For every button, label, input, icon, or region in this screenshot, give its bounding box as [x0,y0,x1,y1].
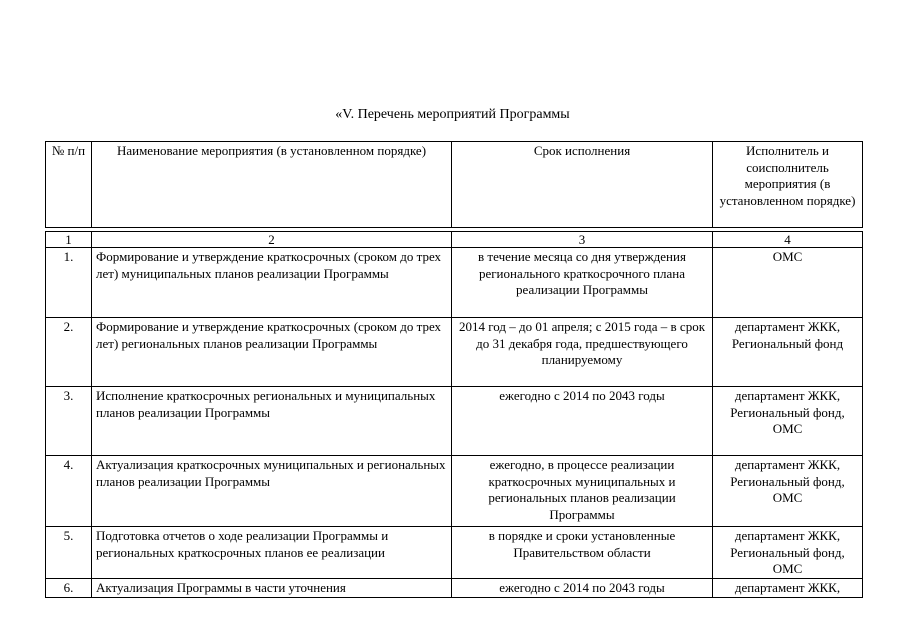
column-number: 4 [713,232,863,248]
event-executor: департамент ЖКК, Региональный фонд [713,318,863,387]
column-number: 1 [46,232,92,248]
header-term: Срок исполнения [452,142,713,228]
event-term: ежегодно с 2014 по 2043 годы [452,387,713,456]
event-term: в порядке и сроки установленные Правительством области [452,527,713,579]
events-table-body [45,231,863,598]
table-row [46,456,863,527]
table-row [46,387,863,456]
table-row [46,318,863,387]
event-name: Актуализация Программы в части уточнения [92,579,452,598]
event-name: Актуализация краткосрочных муниципальных и региональных планов реализации Программы [92,456,452,527]
events-table [45,141,863,228]
event-term: 2014 год – до 01 апреля; с 2015 года – в срок до 31 декабря года, предшествующего планируемому [452,318,713,387]
event-executor: департамент ЖКК, [713,579,863,598]
column-number: 3 [452,232,713,248]
document-title: «V. Перечень мероприятий Программы [335,107,570,122]
column-number: 2 [92,232,452,248]
row-number: 5. [46,527,92,579]
row-number: 1. [46,248,92,318]
row-number: 3. [46,387,92,456]
event-name: Формирование и утверждение краткосрочных (сроком до трех лет) региональных планов реализации Программы [92,318,452,387]
event-name: Исполнение краткосрочных региональных и муниципальных планов реализации Программы [92,387,452,456]
header-executor: Исполнитель и соисполнитель мероприятия (в установленном порядке) [713,142,863,228]
event-term: в течение месяца со дня утверждения регионального краткосрочного плана реализации Программы [452,248,713,318]
table-row [46,248,863,318]
column-number-row [46,232,863,248]
row-number: 6. [46,579,92,598]
event-term: ежегодно с 2014 по 2043 годы [452,579,713,598]
event-executor: ОМС [713,248,863,318]
header-event-name: Наименование мероприятия (в установленном порядке) [92,142,452,228]
table-header-row [46,142,863,228]
row-number: 2. [46,318,92,387]
event-executor: департамент ЖКК, Региональный фонд, ОМС [713,387,863,456]
row-number: 4. [46,456,92,527]
event-executor: департамент ЖКК, Региональный фонд, ОМС [713,456,863,527]
event-name: Подготовка отчетов о ходе реализации Программы и региональных краткосрочных планов ее реализации [92,527,452,579]
table-row [46,527,863,579]
event-term: ежегодно, в процессе реализации краткосрочных муниципальных и региональных планов реализации Программы [452,456,713,527]
table-row [46,579,863,598]
header-number: № п/п [46,142,92,228]
event-name: Формирование и утверждение краткосрочных (сроком до трех лет) муниципальных планов реализации Программы [92,248,452,318]
event-executor: департамент ЖКК, Региональный фонд, ОМС [713,527,863,579]
